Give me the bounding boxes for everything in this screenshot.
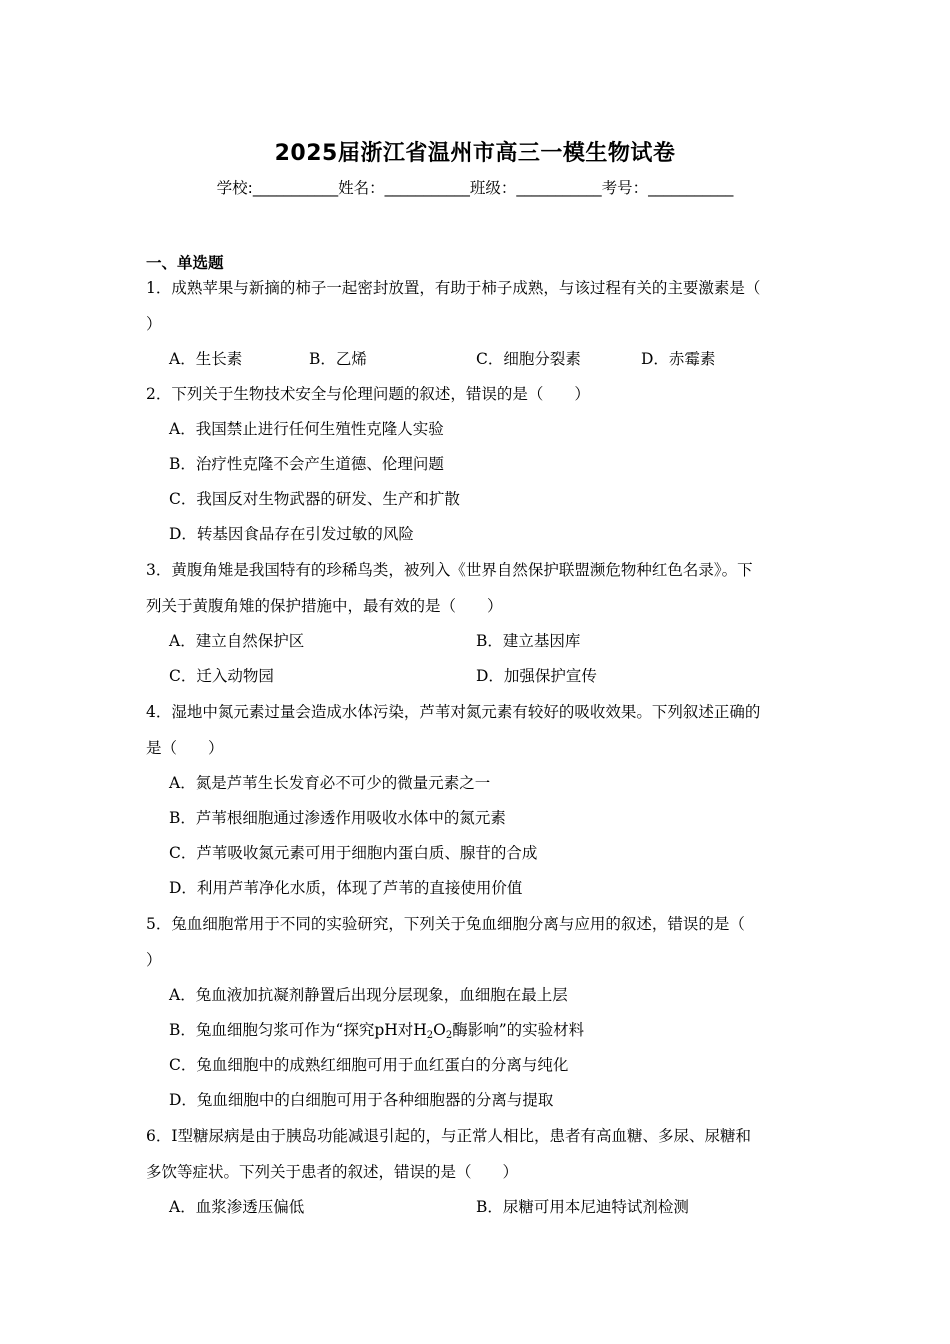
question-3-stem-line-1: 3．黄腹角雉是我国特有的珍稀鸟类，被列入《世界自然保护联盟濒危物种红色名录》。下 bbox=[146, 561, 753, 579]
question-4-stem-line-2: 是（ ） bbox=[146, 739, 224, 757]
question-4-option-c: C．芦苇吸收氮元素可用于细胞内蛋白质、腺苷的合成 bbox=[169, 844, 538, 862]
question-2-option-a: A．我国禁止进行任何生殖性克隆人实验 bbox=[169, 420, 444, 438]
question-6-stem-line-1: 6．Ⅰ型糖尿病是由于胰岛功能减退引起的，与正常人相比，患者有高血糖、多尿、尿糖和 bbox=[146, 1127, 751, 1145]
question-2-stem: 2．下列关于生物技术安全与伦理问题的叙述，错误的是（ ） bbox=[146, 385, 590, 403]
question-2-option-d: D．转基因食品存在引发过敏的风险 bbox=[169, 525, 414, 543]
question-3-stem-line-2: 列关于黄腹角雉的保护措施中，最有效的是（ ） bbox=[146, 597, 503, 615]
question-2-option-b: B．治疗性克隆不会产生道德、伦理问题 bbox=[169, 455, 444, 473]
question-4-option-b: B．芦苇根细胞通过渗透作用吸收水体中的氮元素 bbox=[169, 809, 506, 827]
question-4-stem-line-1: 4．湿地中氮元素过量会造成水体污染，芦苇对氮元素有较好的吸收效果。下列叙述正确的 bbox=[146, 703, 761, 721]
question-5-option-a: A．兔血液加抗凝剂静置后出现分层现象，血细胞在最上层 bbox=[169, 986, 568, 1004]
question-1-option-a: A．生长素 bbox=[169, 350, 243, 368]
student-info-line: 学校:___________姓名：___________班级：___________考号：___________ bbox=[216, 179, 734, 197]
question-3-option-b: B．建立基因库 bbox=[476, 632, 581, 650]
question-4-option-d: D．利用芦苇净化水质，体现了芦苇的直接使用价值 bbox=[169, 879, 523, 897]
question-5-option-b bbox=[169, 1019, 584, 1047]
subscript-2: 2 bbox=[426, 1030, 434, 1041]
question-1-stem-line-1: 1．成熟苹果与新摘的柿子一起密封放置，有助于柿子成熟，与该过程有关的主要激素是（ bbox=[146, 279, 761, 297]
question-4-option-a: A．氮是芦苇生长发育必不可少的微量元素之一 bbox=[169, 774, 491, 792]
page-title: 2025届浙江省温州市高三一模生物试卷 bbox=[274, 141, 676, 166]
question-1-option-c: C．细胞分裂素 bbox=[476, 350, 581, 368]
question-2-option-c: C．我国反对生物武器的研发、生产和扩散 bbox=[169, 490, 460, 508]
option-b-text-start: B．兔血细胞匀浆可作为“探究pH对H bbox=[169, 1021, 427, 1039]
question-6-option-b: B．尿糖可用本尼迪特试剂检测 bbox=[476, 1198, 689, 1216]
subscript-2: 2 bbox=[445, 1030, 453, 1041]
question-5-option-c: C．兔血细胞中的成熟红细胞可用于血红蛋白的分离与纯化 bbox=[169, 1056, 569, 1074]
question-1-stem-line-2: ） bbox=[146, 315, 162, 333]
option-b-text-end: 酶影响”的实验材料 bbox=[452, 1021, 585, 1039]
question-3-option-a: A．建立自然保护区 bbox=[169, 632, 305, 650]
question-3-option-c: C．迁入动物园 bbox=[169, 667, 274, 685]
question-1-option-b: B．乙烯 bbox=[309, 350, 367, 368]
question-6-stem-line-2: 多饮等症状。下列关于患者的叙述，错误的是（ ） bbox=[146, 1163, 519, 1181]
question-3-option-d: D．加强保护宣传 bbox=[476, 667, 597, 685]
oxygen-symbol: O bbox=[433, 1021, 446, 1039]
question-1-option-d: D．赤霉素 bbox=[641, 350, 716, 368]
question-5-stem-line-2: ） bbox=[146, 951, 162, 969]
section-heading: 一、单选题 bbox=[146, 254, 224, 272]
question-6-option-a: A．血浆渗透压偏低 bbox=[169, 1198, 305, 1216]
question-5-option-d: D．兔血细胞中的白细胞可用于各种细胞器的分离与提取 bbox=[169, 1091, 554, 1109]
question-5-stem-line-1: 5．兔血细胞常用于不同的实验研究，下列关于兔血细胞分离与应用的叙述，错误的是（ bbox=[146, 915, 745, 933]
